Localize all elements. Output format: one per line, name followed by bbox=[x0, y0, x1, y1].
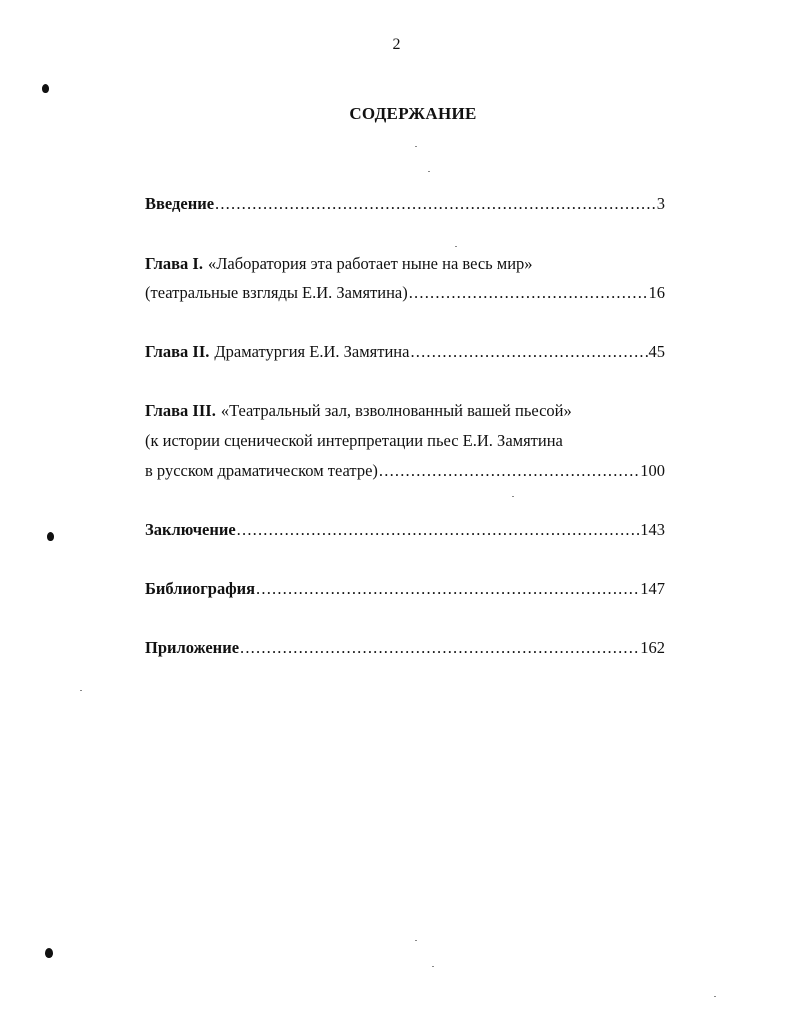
scan-speck bbox=[714, 996, 716, 997]
toc-entry-ch3-line2 bbox=[145, 430, 665, 452]
toc-entry-bibliography bbox=[145, 578, 665, 600]
toc-entry-ch1-line1 bbox=[145, 253, 665, 275]
toc-entry-ch1-title: «Лаборатория эта работает ныне на весь мир» bbox=[207, 254, 533, 273]
toc-leader bbox=[256, 578, 639, 600]
toc-entry-bibliography-page: 147 bbox=[640, 579, 665, 598]
toc-leader bbox=[379, 460, 639, 482]
toc-entry-ch1-subtitle: (театральные взгляды Е.И. Замятина) bbox=[145, 283, 408, 302]
scan-speck bbox=[415, 940, 417, 941]
scan-speck bbox=[432, 966, 434, 967]
page-title: СОДЕРЖАНИЕ bbox=[349, 104, 477, 123]
toc-entry-appendix bbox=[145, 637, 665, 659]
toc-entry-conclusion bbox=[145, 519, 665, 541]
toc-entry-ch2 bbox=[145, 341, 665, 363]
scan-speck bbox=[455, 246, 457, 247]
toc-entry-appendix-label: Приложение bbox=[145, 638, 240, 657]
toc-entry-ch3-line3 bbox=[145, 460, 665, 482]
toc-entry-ch2-title: Драматургия Е.И. Замятина bbox=[214, 342, 410, 361]
toc-entry-ch2-label: Глава II. bbox=[145, 342, 210, 361]
toc-entry-ch3-subtitle: (к истории сценической интерпретации пьес Е.И. Замятина bbox=[145, 431, 563, 450]
scan-speck bbox=[512, 496, 514, 497]
toc-leader bbox=[215, 193, 656, 215]
toc-leader bbox=[409, 282, 648, 304]
scan-speck bbox=[415, 146, 417, 147]
toc-entry-ch1-line2 bbox=[145, 282, 665, 304]
toc-entry-intro-page: 3 bbox=[656, 194, 665, 213]
toc-entry-ch3-label: Глава III. bbox=[145, 401, 216, 420]
toc-entry-ch1-page: 16 bbox=[648, 283, 665, 302]
binding-hole-mark-bottom bbox=[45, 948, 53, 958]
toc-leader bbox=[410, 341, 647, 363]
toc-entry-ch3-page: 100 bbox=[640, 461, 665, 480]
toc-entry-appendix-page: 162 bbox=[640, 638, 665, 657]
toc-entry-conclusion-page: 143 bbox=[640, 520, 665, 539]
binding-hole-mark-middle bbox=[47, 532, 54, 541]
binding-hole-mark-top bbox=[42, 84, 49, 93]
toc-entry-intro bbox=[145, 193, 665, 215]
toc-entry-intro-label: Введение bbox=[145, 194, 215, 213]
toc-entry-bibliography-label: Библиография bbox=[145, 579, 256, 598]
toc-entry-conclusion-label: Заключение bbox=[145, 520, 236, 539]
toc-entry-ch3-line1 bbox=[145, 400, 665, 422]
toc-entry-ch1-label: Глава I. bbox=[145, 254, 203, 273]
scan-speck bbox=[428, 171, 430, 172]
toc-entry-ch3-subtitle-cont: в русском драматическом театре) bbox=[145, 461, 378, 480]
scan-speck bbox=[80, 690, 82, 691]
toc-leader bbox=[237, 519, 640, 541]
toc-entry-ch2-page: 45 bbox=[648, 342, 665, 361]
toc-entry-ch3-title: «Театральный зал, взволнованный вашей пьесой» bbox=[220, 401, 572, 420]
toc-leader bbox=[240, 637, 639, 659]
page-number: 2 bbox=[392, 36, 401, 53]
